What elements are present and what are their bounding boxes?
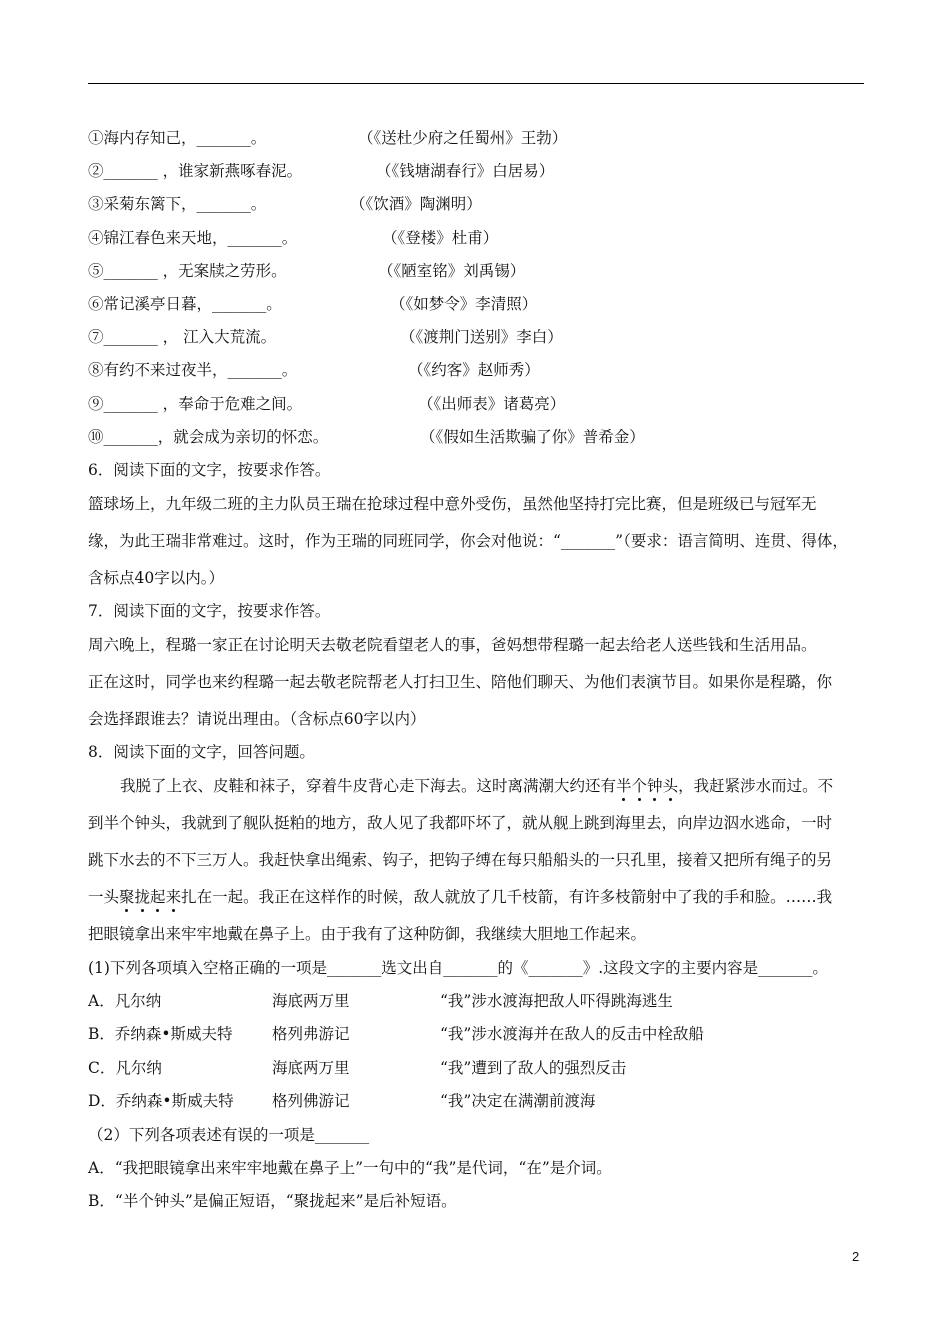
- poem-source-2: （《钱塘湖春行》白居易）: [376, 162, 555, 180]
- q8-sub2-option-a: A．“我把眼镜拿出来牢牢地戴在鼻子上”一句中的“我”是代词，“在”是介词。: [88, 1159, 612, 1177]
- option-c-label: C．凡尔纳: [88, 1059, 162, 1077]
- poem-line-8: ⑧有约不来过夜半，_______。: [88, 361, 298, 379]
- option-c-book: 海底两万里: [272, 1059, 350, 1077]
- q7-line-1: 周六晚上，程璐一家正在讨论明天去敬老院看望老人的事，爸妈想带程璐一起去给老人送些钱和生活用品。: [88, 636, 817, 654]
- q8-passage-line-2: 到半个钟头，我就到了舰队挺粕的地方，敌人见了我都吓坏了，就从舰上跳到海里去，向岸边泅水逃命，一时: [88, 814, 833, 832]
- q8-passage-line-3: 跳下水去的不下三万人。我赶快拿出绳索、钩子，把钩子缚在每只船船头的一只孔里，接着又把所有绳子的另: [88, 851, 833, 869]
- poem-line-2: ②_______ ，谁家新燕啄春泥。: [88, 162, 303, 180]
- q7-line-2: 正在这时，同学也来约程璐一起去敬老院帮老人打扫卫生、陪他们聊天、为他们表演节目。如果你是程璐，你: [88, 673, 833, 691]
- q8-passage-line-5: 把眼镜拿出来牢牢地戴在鼻子上。由于我有了这种防御，我继续大胆地工作起来。: [88, 925, 647, 943]
- emphasis-char: 来: [165, 888, 182, 906]
- q6-line-2: 缘，为此王瑞非常难过。这时，作为王瑞的同班同学，你会对他说：“_______”（要求：语言简明、连贯、得体，: [88, 532, 848, 550]
- option-b-book: 格列弗游记: [272, 1025, 350, 1043]
- q6-line-1: 篮球场上，九年级二班的主力队员王瑞在抢球过程中意外受伤，虽然他坚持打完比赛，但是班级已与冠军无: [88, 495, 817, 513]
- emphasis-char: 起: [150, 888, 166, 906]
- q7-title: 7．阅读下面的文字，按要求作答。: [88, 602, 331, 620]
- option-d-content: “我”决定在满潮前渡海: [440, 1092, 596, 1110]
- option-a-content: “我”涉水渡海把敌人吓得跳海逃生: [440, 992, 673, 1010]
- header-rule: [88, 83, 864, 84]
- poem-line-5: ⑤_______ ，无案牍之劳形。: [88, 262, 287, 280]
- page-number: 2: [852, 1249, 860, 1264]
- q8-passage-line-4: [88, 887, 832, 907]
- q8-title: 8．阅读下面的文字，回答问题。: [88, 743, 315, 761]
- emphasis-half-hour: [616, 777, 678, 795]
- poem-source-10: （《假如生活欺骗了你》普希金）: [420, 428, 645, 446]
- q8-passage-line-1: [120, 776, 833, 796]
- poem-line-1: ①海内存知己，_______。: [88, 129, 267, 147]
- poem-line-3: ③采菊东篱下，_______。: [88, 195, 267, 213]
- poem-line-4: ④锦江春色来天地，_______。: [88, 229, 298, 247]
- emphasis-char: 个: [631, 777, 648, 795]
- option-c-content: “我”遭到了敌人的强烈反击: [440, 1059, 627, 1077]
- q7-line-3: 会选择跟谁去？请说出理由。（含标点60字以内）: [88, 710, 426, 728]
- poem-source-4: （《登楼》杜甫）: [382, 229, 499, 247]
- option-d-label: D．乔纳森•斯威夫特: [88, 1092, 234, 1110]
- poem-source-3: （《饮酒》陶渊明）: [350, 195, 482, 213]
- poem-source-8: （《约客》赵师秀）: [408, 361, 540, 379]
- emphasis-char: 聚: [119, 888, 135, 906]
- q6-title: 6．阅读下面的文字，按要求作答。: [88, 461, 331, 479]
- q8-passage-text: 我脱了上衣、皮鞋和袜子，穿着牛皮背心走下海去。这时离满潮大约还有: [120, 777, 617, 795]
- emphasis-char: 头: [662, 777, 679, 795]
- q8-passage-text: ，我赶紧涉水而过。不: [678, 777, 834, 795]
- q8-sub2-option-b: B．“半个钟头”是偏正短语，“聚拢起来”是后补短语。: [88, 1192, 457, 1210]
- q8-sub2: （2）下列各项表述有误的一项是_______: [88, 1126, 370, 1144]
- poem-source-7: （《渡荆门送别》李白）: [400, 328, 563, 346]
- poem-source-5: （《陋室铭》刘禹锡）: [378, 262, 526, 280]
- option-b-content: “我”涉水渡海并在敌人的反击中栓敌船: [440, 1025, 704, 1043]
- poem-line-6: ⑥常记溪亭日暮，_______。: [88, 295, 282, 313]
- poem-line-10: ⑩_______，就会成为亲切的怀恋。: [88, 428, 329, 446]
- option-a-label: A．凡尔纳: [88, 992, 162, 1010]
- poem-source-6: （《如梦令》李清照）: [390, 295, 538, 313]
- emphasis-char: 拢: [134, 888, 151, 906]
- q8-sub1: (1)下列各项填入空格正确的一项是_______选文出自_______的《_______》.这段文字的主要内容是_______。: [88, 959, 828, 977]
- option-d-book: 格列佛游记: [272, 1092, 350, 1110]
- emphasis-char: 半: [616, 777, 632, 795]
- poem-source-1: （《送杜少府之任蜀州》王勃）: [358, 129, 568, 147]
- poem-line-9: ⑨_______ ，奉命于危难之间。: [88, 395, 303, 413]
- q8-passage-text: 一头: [88, 888, 120, 906]
- option-a-book: 海底两万里: [272, 992, 350, 1010]
- q6-line-3: 含标点40字以内。）: [88, 569, 224, 587]
- emphasis-gather-up: [119, 888, 181, 906]
- option-b-label: B．乔纳森•斯威夫特: [88, 1025, 233, 1043]
- q8-passage-text: 扎在一起。我正在这样作的时候，敌人就放了几千枝箭，有许多枝箭射中了我的手和脸。……我: [181, 888, 833, 906]
- poem-source-9: （《出师表》诸葛亮）: [418, 395, 566, 413]
- emphasis-char: 钟: [647, 777, 663, 795]
- poem-line-7: ⑦_______ ， 江入大荒流。: [88, 328, 277, 346]
